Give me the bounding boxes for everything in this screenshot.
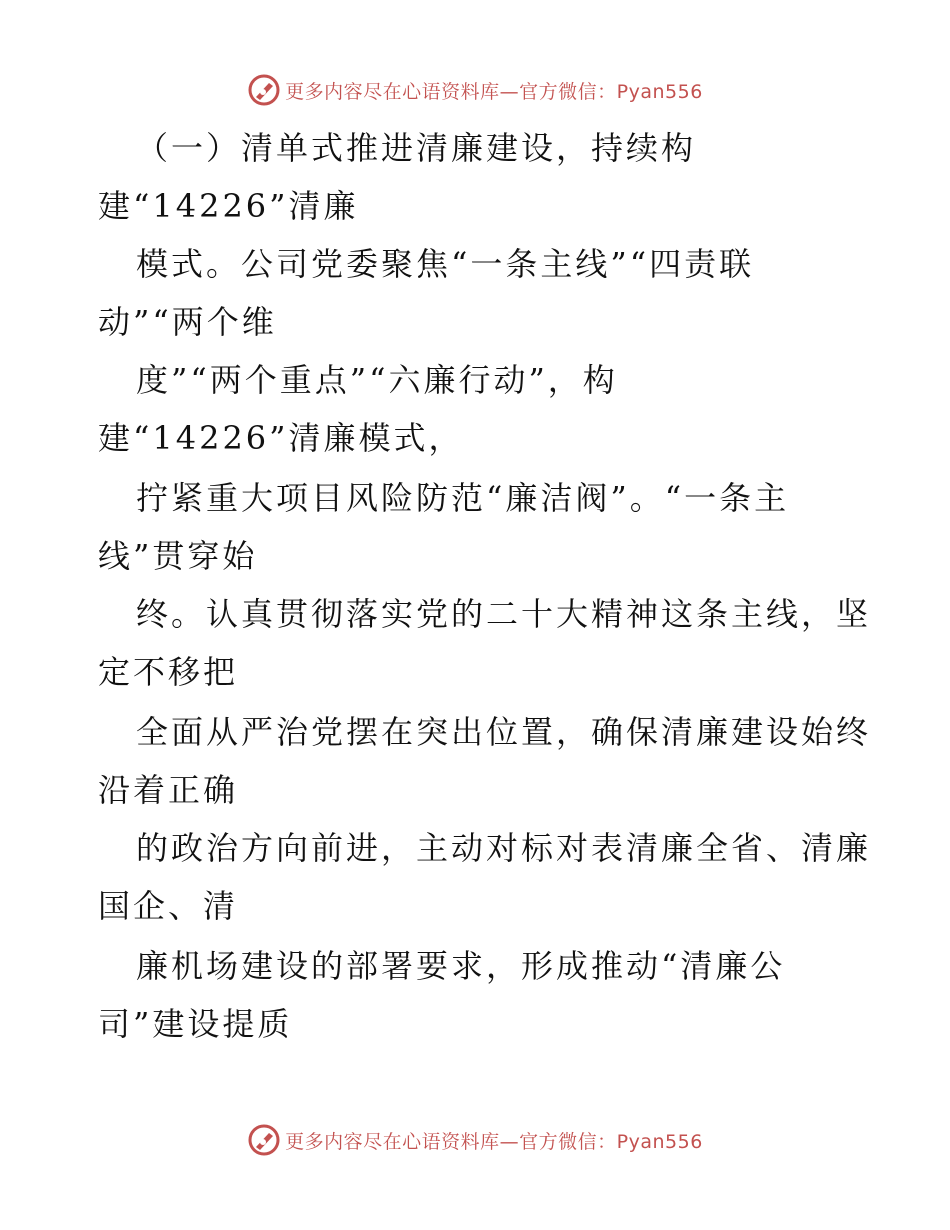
text-line: 终。认真贯彻落实党的二十大精神这条主线，坚 [136,595,872,633]
text-line: 司”建设提质 [98,1005,293,1043]
header-watermark-text: 更多内容尽在心语资料库—官方微信：Pyan556 [285,80,703,103]
text-line: 拧紧重大项目风险防范“廉洁阀”。“一条主 [136,479,790,517]
text-line: 国企、清 [98,887,239,925]
text-line: 动”“两个维 [98,303,277,341]
text-line: 全面从严治党摆在突出位置，确保清廉建设始终 [136,713,872,751]
pen-seal-logo-icon [247,1123,281,1157]
text-line: 的政治方向前进，主动对标对表清廉全省、清廉 [136,829,872,867]
footer-watermark-text: 更多内容尽在心语资料库—官方微信：Pyan556 [285,1130,703,1153]
text-line: 定不移把 [98,653,239,691]
text-line: 模式。公司党委聚焦“一条主线”“四责联 [136,245,755,283]
text-line: （一）清单式推进清廉建设，持续构 [136,129,697,167]
text-line: 沿着正确 [98,771,239,809]
text-line: 度”“两个重点”“六廉行动”，构 [136,361,618,399]
footer-watermark [0,1120,950,1160]
text-line: 建“14226”清廉 [98,187,359,225]
text-line: 建“14226”清廉模式， [98,419,464,457]
text-line: 廉机场建设的部署要求，形成推动“清廉公 [136,947,786,985]
text-line: 线”贯穿始 [98,537,258,575]
